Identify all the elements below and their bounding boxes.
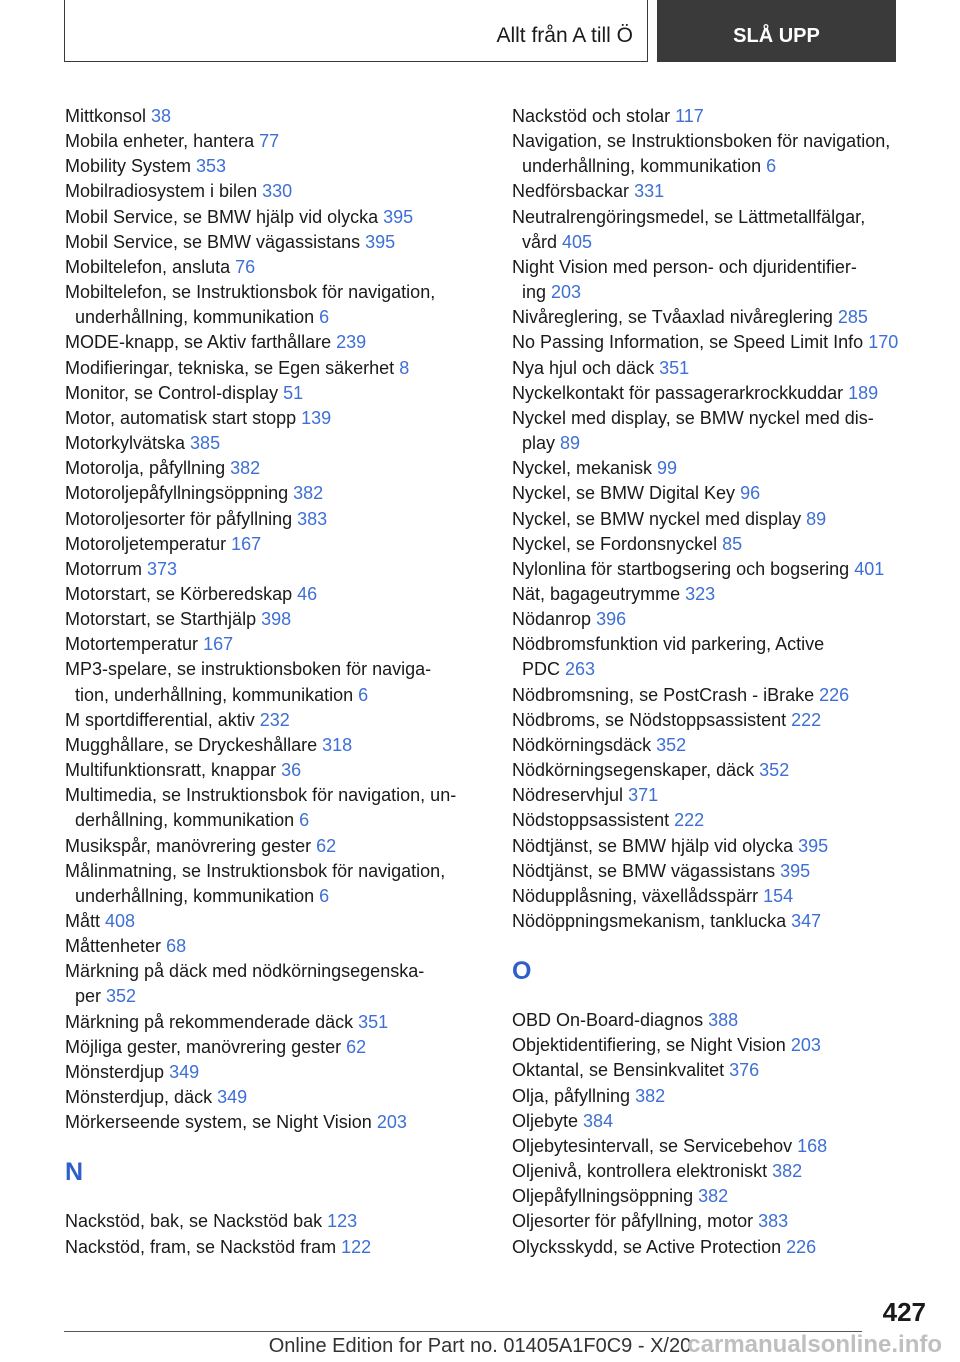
index-entry bbox=[65, 934, 485, 959]
index-entry bbox=[512, 859, 932, 884]
page-link[interactable]: 89 bbox=[560, 433, 581, 454]
index-entry bbox=[65, 834, 485, 859]
index-entry bbox=[512, 733, 932, 758]
index-entry-term: Motortemperatur bbox=[65, 634, 204, 655]
index-entry bbox=[512, 255, 932, 305]
index-entry-term: Motorkylvätska bbox=[65, 433, 191, 454]
index-entry bbox=[65, 733, 485, 758]
index-entry-term: Mörkerseende system, se Night Vision bbox=[65, 1112, 377, 1133]
index-entry bbox=[65, 1060, 485, 1085]
lookup-tab[interactable] bbox=[657, 0, 896, 62]
index-entry bbox=[65, 129, 485, 154]
index-entry bbox=[512, 1058, 932, 1083]
page-link[interactable]: 395 bbox=[780, 860, 811, 881]
index-entry bbox=[512, 104, 932, 129]
index-entry-term: MP3-spelare, se instruktionsboken för naviga- bbox=[65, 659, 432, 680]
index-entry bbox=[512, 456, 932, 481]
page-link[interactable]: 395 bbox=[798, 835, 829, 856]
index-entry bbox=[65, 758, 485, 783]
index-entry bbox=[512, 205, 932, 255]
page-link[interactable]: 330 bbox=[262, 181, 293, 202]
watermark: carmanualsonline.info bbox=[687, 1331, 942, 1358]
index-entry bbox=[65, 607, 485, 632]
index-entry bbox=[512, 1008, 932, 1033]
page-link[interactable]: 51 bbox=[283, 382, 304, 403]
page-link[interactable]: 203 bbox=[790, 1035, 821, 1056]
page-link[interactable]: 385 bbox=[190, 433, 221, 454]
page-link[interactable]: 388 bbox=[708, 1010, 739, 1031]
index-entry bbox=[512, 783, 932, 808]
index-entry-term: Nylonlina för startbogsering och bogsering bbox=[512, 558, 855, 579]
index-entry bbox=[512, 607, 932, 632]
page-link[interactable]: 323 bbox=[685, 583, 716, 604]
index-entry bbox=[512, 632, 932, 682]
page-link[interactable]: 351 bbox=[358, 1011, 389, 1032]
index-entry bbox=[512, 481, 932, 506]
index-entry bbox=[65, 507, 485, 532]
index-entry-continuation: underhållning, kommunikation bbox=[522, 156, 767, 177]
index-entry bbox=[65, 456, 485, 481]
page-link[interactable]: 77 bbox=[259, 131, 280, 152]
index-entry bbox=[512, 708, 932, 733]
index-entry bbox=[512, 381, 932, 406]
index-entry-term: Målinmatning, se Instruktionsbok för navigation, bbox=[65, 860, 446, 881]
index-entry bbox=[65, 1010, 485, 1035]
page-link[interactable]: 352 bbox=[759, 760, 790, 781]
index-entry bbox=[65, 179, 485, 204]
page-link[interactable]: 373 bbox=[147, 558, 178, 579]
page-link[interactable]: 382 bbox=[635, 1085, 666, 1106]
index-entry bbox=[512, 834, 932, 859]
index-entry-continuation: derhållning, kommunikation bbox=[75, 810, 300, 831]
index-entry-term: Nedförsbackar bbox=[512, 181, 635, 202]
index-entry bbox=[65, 481, 485, 506]
index-entry-term: Motorstart, se Starthjälp bbox=[65, 609, 262, 630]
index-entry-term: Nät, bagageutrymme bbox=[512, 583, 686, 604]
page-link[interactable]: 6 bbox=[766, 156, 777, 177]
index-entry-term: Olycksskydd, se Active Protection bbox=[512, 1236, 787, 1257]
index-entry bbox=[65, 632, 485, 657]
page-link[interactable]: 62 bbox=[316, 835, 337, 856]
page-link[interactable]: 62 bbox=[346, 1036, 367, 1057]
page-link[interactable]: 117 bbox=[675, 106, 704, 126]
index-entry-term: Nyckel, mekanisk bbox=[512, 458, 658, 479]
page-link[interactable]: 68 bbox=[166, 936, 187, 957]
page-link[interactable]: 226 bbox=[819, 684, 850, 705]
index-entry bbox=[65, 255, 485, 280]
page-link[interactable]: 222 bbox=[791, 709, 822, 730]
index-entry bbox=[512, 507, 932, 532]
index-entry-term: Multifunktionsratt, knappar bbox=[65, 760, 282, 781]
index-entry-term: Modifieringar, tekniska, se Egen säkerhet bbox=[65, 357, 400, 378]
index-entry-term: Monitor, se Control-display bbox=[65, 382, 284, 403]
index-entry-term: Oljepåfyllningsöppning bbox=[512, 1186, 699, 1207]
index-entry bbox=[65, 708, 485, 733]
page-link[interactable]: 352 bbox=[106, 986, 137, 1007]
index-entry bbox=[512, 1184, 932, 1209]
index-entry-term: Mönsterdjup bbox=[65, 1061, 170, 1082]
page-link[interactable]: 6 bbox=[358, 684, 369, 705]
page-link[interactable]: 353 bbox=[196, 156, 227, 177]
index-column-right bbox=[512, 104, 932, 1260]
page-link[interactable]: 85 bbox=[722, 533, 743, 554]
index-entry-term: Nödreservhjul bbox=[512, 785, 629, 806]
index-entry-term: Oljenivå, kontrollera elektroniskt bbox=[512, 1161, 773, 1182]
page-link[interactable]: 396 bbox=[596, 609, 627, 630]
page-link[interactable]: 395 bbox=[383, 206, 414, 227]
index-entry-term: Mobility System bbox=[65, 156, 197, 177]
page-link[interactable]: 376 bbox=[729, 1060, 760, 1081]
index-entry bbox=[65, 230, 485, 255]
index-entry-term: Mugghållare, se Dryckeshållare bbox=[65, 734, 323, 755]
page-link[interactable]: 6 bbox=[319, 885, 330, 906]
index-entry bbox=[512, 305, 932, 330]
index-entry bbox=[512, 683, 932, 708]
page-link[interactable]: 331 bbox=[634, 181, 665, 202]
index-entry bbox=[512, 582, 932, 607]
index-entry-continuation: tion, underhållning, kommunikation bbox=[75, 684, 359, 705]
index-entry-term: Mobil Service, se BMW hjälp vid olycka bbox=[65, 206, 384, 227]
index-entry-term: Nödbromsning, se PostCrash - iBrake bbox=[512, 684, 820, 705]
index-entry-term: Motorolja, påfyllning bbox=[65, 458, 231, 479]
index-entry bbox=[65, 657, 485, 707]
page-link[interactable]: 351 bbox=[659, 357, 690, 378]
index-entry bbox=[65, 1110, 485, 1135]
index-entry-term: Märkning på rekommenderade däck bbox=[65, 1011, 359, 1032]
index-entry-term: Nödkörningsdäck bbox=[512, 734, 657, 755]
index-entry-continuation: underhållning, kommunikation bbox=[75, 307, 320, 328]
index-entry-term: Nyckelkontakt för passagerarkrockkuddar bbox=[512, 382, 849, 403]
index-entry bbox=[65, 959, 485, 1009]
index-entry bbox=[512, 1159, 932, 1184]
index-entry bbox=[65, 1235, 485, 1260]
index-entry-continuation: per bbox=[75, 986, 107, 1007]
index-entry bbox=[65, 104, 485, 129]
index-entry-term: Nyckel, se Fordonsnyckel bbox=[512, 533, 723, 554]
page-link[interactable]: 38 bbox=[151, 106, 172, 126]
index-entry bbox=[65, 205, 485, 230]
index-entry bbox=[65, 783, 485, 833]
page-link[interactable]: 349 bbox=[169, 1061, 200, 1082]
index-entry-term: Multimedia, se Instruktionsbok för navigation, un- bbox=[65, 785, 457, 806]
index-entry bbox=[65, 431, 485, 456]
index-entry-term: Märkning på däck med nödkörningsegenska- bbox=[65, 961, 425, 982]
index-entry bbox=[65, 1209, 485, 1234]
index-entry bbox=[512, 1134, 932, 1159]
index-entry-term: Nya hjul och däck bbox=[512, 357, 660, 378]
index-entry bbox=[65, 557, 485, 582]
index-entry-term: Oljebyte bbox=[512, 1110, 584, 1131]
page-link[interactable]: 222 bbox=[674, 810, 705, 831]
index-entry-term: OBD On-Board-diagnos bbox=[512, 1010, 709, 1031]
index-entry-term: Nödbromsfunktion vid parkering, Active bbox=[512, 634, 825, 655]
page-link[interactable]: 401 bbox=[854, 558, 885, 579]
index-entry bbox=[512, 1209, 932, 1234]
page-link[interactable]: 349 bbox=[217, 1087, 248, 1108]
page-link[interactable]: 226 bbox=[786, 1236, 817, 1257]
index-entry-term: Nackstöd, bak, se Nackstöd bak bbox=[65, 1211, 328, 1232]
page-link[interactable]: 371 bbox=[628, 785, 659, 806]
index-entry-term: Mönsterdjup, däck bbox=[65, 1087, 218, 1108]
index-entry bbox=[512, 1084, 932, 1109]
page-link[interactable]: 382 bbox=[772, 1161, 803, 1182]
page-link[interactable]: 167 bbox=[203, 634, 234, 655]
index-entry-term: Musikspår, manövrering gester bbox=[65, 835, 317, 856]
index-column-left bbox=[65, 104, 485, 1260]
index-entry-term: MODE-knapp, se Aktiv farthållare bbox=[65, 332, 337, 353]
index-entry-term: Nyckel, se BMW nyckel med display bbox=[512, 508, 807, 529]
page-link[interactable]: 170 bbox=[868, 332, 899, 353]
index-entry-term: Nödbroms, se Nödstoppsassistent bbox=[512, 709, 792, 730]
index-entry-term: Mobila enheter, hantera bbox=[65, 131, 260, 152]
index-entry bbox=[65, 280, 485, 330]
page-link[interactable]: 6 bbox=[299, 810, 310, 831]
index-entry-continuation: PDC bbox=[522, 659, 566, 680]
index-entry bbox=[512, 557, 932, 582]
page-link[interactable]: 154 bbox=[763, 885, 794, 906]
index-entry-term: Mått bbox=[65, 911, 106, 931]
index-entry-term: Måttenheter bbox=[65, 936, 167, 957]
index-entry-term: Nyckel, se BMW Digital Key bbox=[512, 483, 741, 504]
index-entry bbox=[512, 179, 932, 204]
index-entry-term: Mobiltelefon, ansluta bbox=[65, 256, 236, 277]
index-entry-term: Motorrum bbox=[65, 558, 148, 579]
page-link[interactable]: 123 bbox=[327, 1211, 358, 1232]
index-entry-term: Möjliga gester, manövrering gester bbox=[65, 1036, 347, 1057]
edition-footer: Online Edition for Part no. 01405A1F0C9 - X/20 bbox=[268, 1335, 692, 1357]
index-entry bbox=[65, 532, 485, 557]
index-entry-continuation: vård bbox=[522, 231, 563, 252]
index-entry-term: Motor, automatisk start stopp bbox=[65, 407, 302, 428]
page-link[interactable]: 6 bbox=[319, 307, 330, 328]
index-entry bbox=[512, 129, 932, 179]
index-entry-term: Nödöppningsmekanism, tanklucka bbox=[512, 911, 792, 931]
index-entry-term: M sportdifferential, aktiv bbox=[65, 709, 260, 730]
page-link[interactable]: 405 bbox=[562, 231, 593, 252]
index-entry bbox=[65, 381, 485, 406]
page-link[interactable]: 168 bbox=[797, 1135, 828, 1156]
index-entry bbox=[65, 859, 485, 909]
index-entry-term: Motorstart, se Körberedskap bbox=[65, 583, 298, 604]
index-entry bbox=[512, 330, 932, 355]
page-link[interactable]: 89 bbox=[806, 508, 827, 529]
index-entry-continuation: underhållning, kommunikation bbox=[75, 885, 320, 906]
page-link[interactable]: 318 bbox=[322, 734, 353, 755]
lookup-tab-label: SLÅ UPP bbox=[733, 24, 820, 47]
page-number: 427 bbox=[882, 1297, 926, 1327]
index-entry-term: Motoroljetemperatur bbox=[65, 533, 232, 554]
index-entry bbox=[512, 1235, 932, 1260]
page-link[interactable]: 352 bbox=[656, 734, 687, 755]
page-link[interactable]: 408 bbox=[105, 911, 136, 931]
index-entry-term: Nivåreglering, se Tvåaxlad nivåreglering bbox=[512, 307, 838, 328]
index-entry bbox=[512, 909, 932, 934]
page-link[interactable]: 46 bbox=[297, 583, 318, 604]
index-entry bbox=[65, 330, 485, 355]
index-entry-continuation: ing bbox=[522, 282, 552, 303]
page-link[interactable]: 8 bbox=[399, 357, 410, 378]
page-link[interactable]: 203 bbox=[376, 1112, 407, 1133]
page-link[interactable]: 36 bbox=[281, 760, 302, 781]
index-entry-term: Nackstöd och stolar bbox=[512, 106, 676, 126]
page-link[interactable]: 382 bbox=[230, 458, 261, 479]
index-entry-term: Nödanrop bbox=[512, 609, 597, 630]
index-entry bbox=[512, 884, 932, 909]
page-link[interactable]: 384 bbox=[583, 1110, 614, 1131]
index-entry-term: Nödtjänst, se BMW hjälp vid olycka bbox=[512, 835, 799, 856]
page-link[interactable]: 383 bbox=[758, 1211, 789, 1232]
index-entry-term: Mobilradiosystem i bilen bbox=[65, 181, 263, 202]
index-entry bbox=[512, 532, 932, 557]
index-entry bbox=[65, 909, 485, 934]
page-link[interactable]: 232 bbox=[259, 709, 290, 730]
index-entry bbox=[512, 1109, 932, 1134]
page-link[interactable]: 382 bbox=[698, 1186, 729, 1207]
index-entry bbox=[65, 1035, 485, 1060]
section-tab[interactable] bbox=[64, 0, 648, 62]
index-entry-term: Nödstoppsassistent bbox=[512, 810, 675, 831]
index-letter-heading: O bbox=[512, 957, 532, 986]
index-entry-term: Mobiltelefon, se Instruktionsbok för navigation, bbox=[65, 282, 436, 303]
page-link[interactable]: 382 bbox=[293, 483, 324, 504]
page-link[interactable]: 139 bbox=[301, 407, 332, 428]
index-entry bbox=[65, 406, 485, 431]
index-entry-term: Mobil Service, se BMW vägassistans bbox=[65, 231, 366, 252]
index-entry bbox=[65, 356, 485, 381]
index-entry-term: Objektidentifiering, se Night Vision bbox=[512, 1035, 791, 1056]
page-link[interactable]: 76 bbox=[235, 256, 256, 277]
index-entry bbox=[512, 758, 932, 783]
index-entry-term: Neutralrengöringsmedel, se Lättmetallfälgar, bbox=[512, 206, 866, 227]
index-entry bbox=[512, 406, 932, 456]
index-entry-term: Motoroljepåfyllningsöppning bbox=[65, 483, 294, 504]
index-entry bbox=[65, 1085, 485, 1110]
page-link[interactable]: 167 bbox=[231, 533, 262, 554]
index-entry-term: Motoroljesorter för påfyllning bbox=[65, 508, 298, 529]
index-entry-term: Nödtjänst, se BMW vägassistans bbox=[512, 860, 781, 881]
page-link[interactable]: 398 bbox=[261, 609, 292, 630]
index-entry-continuation: play bbox=[522, 433, 561, 454]
page-link[interactable]: 96 bbox=[740, 483, 761, 504]
index-entry-term: Oljebytesintervall, se Servicebehov bbox=[512, 1135, 798, 1156]
index-entry bbox=[512, 1033, 932, 1058]
index-entry bbox=[512, 808, 932, 833]
index-entry-term: Nödupplåsning, växellådsspärr bbox=[512, 885, 764, 906]
page-link[interactable]: 383 bbox=[297, 508, 328, 529]
page-link[interactable]: 239 bbox=[336, 332, 367, 353]
index-entry bbox=[512, 356, 932, 381]
index-entry-term: Oktantal, se Bensinkvalitet bbox=[512, 1060, 730, 1081]
index-entry-term: Olja, påfyllning bbox=[512, 1085, 636, 1106]
index-entry bbox=[65, 154, 485, 179]
index-entry-term: Navigation, se Instruktionsboken för navigation, bbox=[512, 131, 891, 152]
page-link[interactable]: 395 bbox=[365, 231, 396, 252]
page-link[interactable]: 347 bbox=[791, 911, 822, 931]
index-entry-term: Nyckel med display, se BMW nyckel med dis- bbox=[512, 407, 874, 428]
section-tab-label: Allt från A till Ö bbox=[496, 23, 633, 47]
index-entry-term: Mittkonsol bbox=[65, 106, 152, 126]
index-entry-term: No Passing Information, se Speed Limit Info bbox=[512, 332, 869, 353]
index-letter-heading: N bbox=[65, 1158, 84, 1187]
index-entry-term: Nödkörningsegenskaper, däck bbox=[512, 760, 760, 781]
index-entry-term: Oljesorter för påfyllning, motor bbox=[512, 1211, 759, 1232]
page-link[interactable]: 285 bbox=[837, 307, 868, 328]
page-link[interactable]: 122 bbox=[341, 1236, 372, 1257]
index-entry-term: Nackstöd, fram, se Nackstöd fram bbox=[65, 1236, 342, 1257]
page-link[interactable]: 203 bbox=[551, 282, 582, 303]
index-entry bbox=[65, 582, 485, 607]
page-link[interactable]: 189 bbox=[848, 382, 879, 403]
page-link[interactable]: 99 bbox=[657, 458, 678, 479]
page-link[interactable]: 263 bbox=[565, 659, 596, 680]
index-entry-term: Night Vision med person- och djuridentifier- bbox=[512, 256, 857, 277]
